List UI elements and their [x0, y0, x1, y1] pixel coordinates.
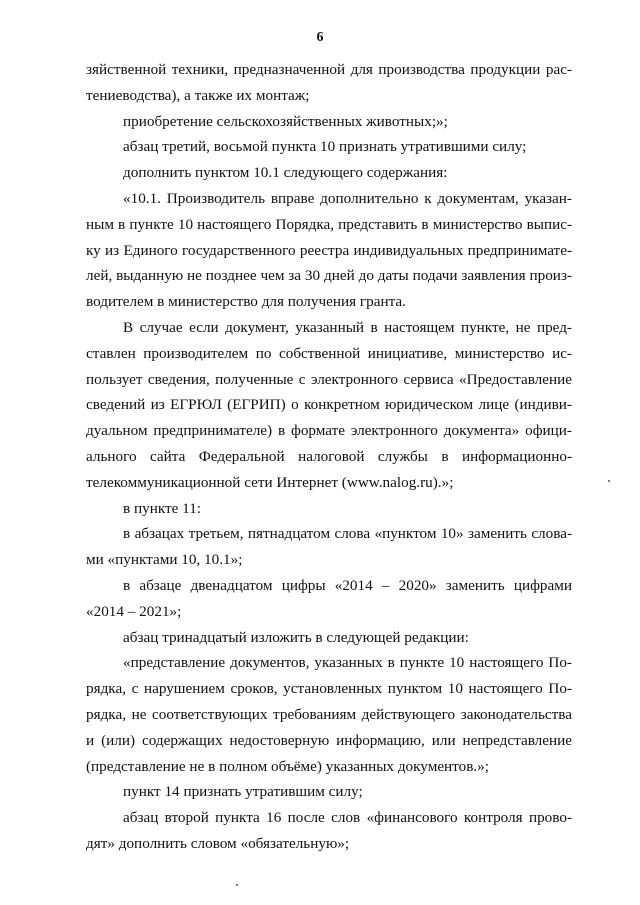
text-line: абзац третий, восьмой пункта 10 признать утратившими силу; [123, 138, 527, 156]
text-line: телекоммуникационной сети Интернет (www.nalog.ru).»; [86, 473, 454, 491]
text-line: в пункте 11: [123, 499, 202, 517]
text-line: зяйственной техники, предназначенной для производства продукции рас- [86, 61, 572, 78]
text-line: пункт 14 признать утратившим силу; [123, 783, 363, 801]
text-line: дополнить пунктом 10.1 следующего содержания: [123, 164, 448, 182]
text-line: в абзаце двенадцатом цифры «2014 – 2020» заменить цифрами [123, 576, 572, 594]
text-line: абзац второй пункта 16 после слов «финансового контроля прово- [123, 809, 572, 827]
text-line: в абзацах третьем, пятнадцатом слова «пунктом 10» заменить слова- [123, 525, 572, 543]
scan-speck [236, 884, 238, 886]
text-line: рядка, не соответствующих требованиям действующего законодательства [86, 705, 572, 723]
text-line: рядка, с нарушением сроков, установленных пунктом 10 настоящего По- [86, 680, 572, 698]
text-line: «представление документов, указанных в пункте 10 настоящего По- [123, 654, 572, 672]
text-line: приобретение сельскохозяйственных животных;»; [123, 112, 448, 130]
scan-speck [608, 480, 610, 482]
text-line: сведений из ЕГРЮЛ (ЕГРИП) о конкретном юридическом лице (индиви- [86, 396, 572, 414]
document-body [86, 57, 572, 857]
text-line: тениеводства), а также их монтаж; [86, 86, 310, 104]
text-line: ку из Единого государственного реестра индивидуальных предпринимате- [86, 241, 572, 259]
text-line: «2014 – 2021»; [86, 602, 182, 620]
text-line: лей, выданную не позднее чем за 30 дней до даты подачи заявления произ- [86, 267, 572, 285]
text-line: ным в пункте 10 настоящего Порядка, представить в министерство выпис- [86, 215, 572, 233]
text-line: ставлен производителем по собственной инициативе, министерство ис- [86, 344, 572, 362]
text-line: «10.1. Производитель вправе дополнительно к документам, указан- [123, 189, 572, 207]
text-line: водителем в министерство для получения гранта. [86, 293, 406, 311]
page-number: 6 [316, 30, 324, 45]
text-line: дуальном предпринимателе) в формате электронного документа» офици- [86, 422, 572, 440]
text-line: В случае если документ, указанный в настоящем пункте, не пред- [123, 318, 572, 336]
text-line: и (или) содержащих недостоверную информацию, или непредставление [86, 731, 572, 749]
text-line: абзац тринадцатый изложить в следующей редакции: [123, 628, 469, 646]
text-line: пользует сведения, полученные с электронного сервиса «Предоставление [86, 370, 572, 388]
text-line: ми «пунктами 10, 10.1»; [86, 551, 243, 569]
text-line: (представление не в полном объёме) указанных документов.»; [86, 757, 489, 775]
text-line: дят» дополнить словом «обязательную»; [86, 834, 350, 852]
text-line: ального сайта Федеральной налоговой службы в информационно- [86, 447, 572, 465]
